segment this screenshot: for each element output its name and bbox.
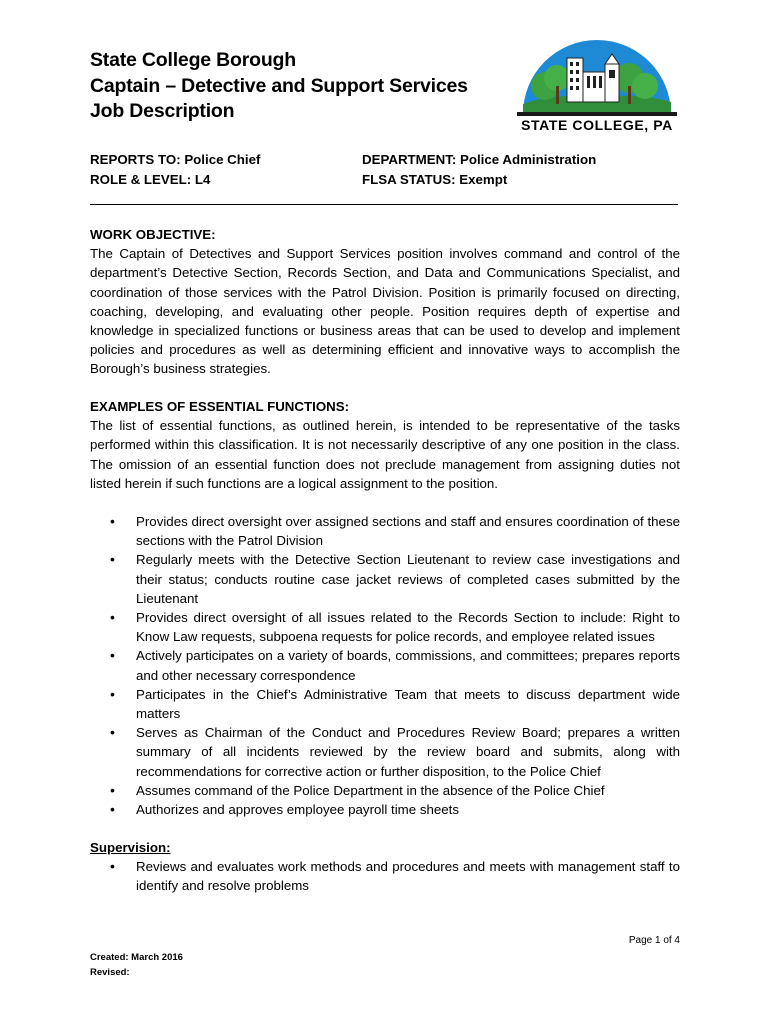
state-college-logo [517, 36, 677, 136]
bullet-icon: • [110, 858, 115, 875]
list-item: • Reviews and evaluates work methods and procedures and meets with management staff to identify and resolve problems [110, 858, 680, 894]
essential-functions-list [90, 512, 680, 819]
document-title [90, 48, 468, 125]
title-line: Captain – Detective and Support Services [90, 74, 468, 97]
work-objective-text: The Captain of Detectives and Support Services position involves command and control of the department’s Detective Section, Records Section, and Data and Communications Specialist, and coordination of those services with the Patrol Division. Position is primarily focused on directing, coaching, developing, and evaluating other people. Position requires depth of expertise and knowledge in specialized functions or business areas that can be used to develop and implement policies and procedures as well as determining efficient and innovative ways to accomplish the Borough’s business strategies. [90, 246, 680, 377]
revised-date: Revised: [90, 967, 130, 978]
document-footer [90, 950, 183, 980]
supervision-heading: Supervision: [90, 840, 171, 855]
page-number: Page 1 of 4 [628, 935, 680, 946]
supervision-section [90, 838, 680, 896]
essential-functions-section [90, 397, 680, 819]
bullet-icon: • [110, 609, 115, 626]
bullet-icon: • [110, 647, 115, 664]
bullet-icon: • [110, 781, 115, 798]
title-line: Job Description [90, 100, 235, 122]
role-level: ROLE & LEVEL: L4 [90, 171, 211, 187]
list-item: • Serves as Chairman of the Conduct and Procedures Review Board; prepares a written summary of all incidents reviewed by the review board and submits, along with recommendations for corrective action or further disposition, to the Police Chief [110, 724, 680, 779]
essential-functions-heading: EXAMPLES OF ESSENTIAL FUNCTIONS: [90, 399, 350, 414]
list-item: • Participates in the Chief’s Administrative Team that meets to discuss department wide matters [110, 685, 680, 722]
department: DEPARTMENT: Police Administration [362, 152, 597, 167]
meta-right [362, 150, 596, 189]
meta-left [90, 150, 260, 189]
bullet-icon: • [110, 801, 115, 818]
bullet-icon: • [110, 724, 115, 741]
logo-text: STATE COLLEGE, PA [521, 117, 673, 133]
bullet-icon: • [110, 685, 115, 702]
supervision-list [90, 857, 680, 895]
header-divider [90, 204, 678, 205]
work-objective-heading: WORK OBJECTIVE: [90, 227, 216, 242]
list-item: • Authorizes and approves employee payroll time sheets [90, 800, 680, 819]
logo-emblem-icon [517, 36, 677, 116]
essential-functions-intro: The list of essential functions, as outlined herein, is intended to be representative of the tasks performed within this classification. It is not necessarily descriptive of any one position in the class. The omission of an essential function does not preclude management from assigning duties not listed herein if such functions are a logical assignment to the position. [90, 418, 680, 491]
bullet-icon: • [110, 551, 115, 568]
list-item: • Regularly meets with the Detective Section Lieutenant to review case investigations and their status; conducts routine case jacket reviews of completed cases submitted by the Lieutenant [110, 551, 680, 606]
reports-to: REPORTS TO: Police Chief [90, 152, 261, 167]
work-objective-section [90, 225, 680, 379]
title-line: State College Borough [90, 49, 296, 71]
created-date: Created: March 2016 [90, 952, 183, 963]
flsa-status: FLSA STATUS: Exempt [362, 171, 508, 187]
list-item: • Provides direct oversight over assigned sections and staff and ensures coordination of these sections with the Patrol Division [110, 513, 680, 549]
list-item: • Assumes command of the Police Department in the absence of the Police Chief [90, 781, 680, 800]
bullet-icon: • [110, 513, 115, 530]
list-item: • Actively participates on a variety of boards, commissions, and committees; prepares reports and other necessary correspondence [110, 647, 680, 683]
list-item: • Provides direct oversight of all issues related to the Records Section to include: Right to Know Law requests, subpoena requests for police records, and employee related issues [110, 609, 680, 645]
